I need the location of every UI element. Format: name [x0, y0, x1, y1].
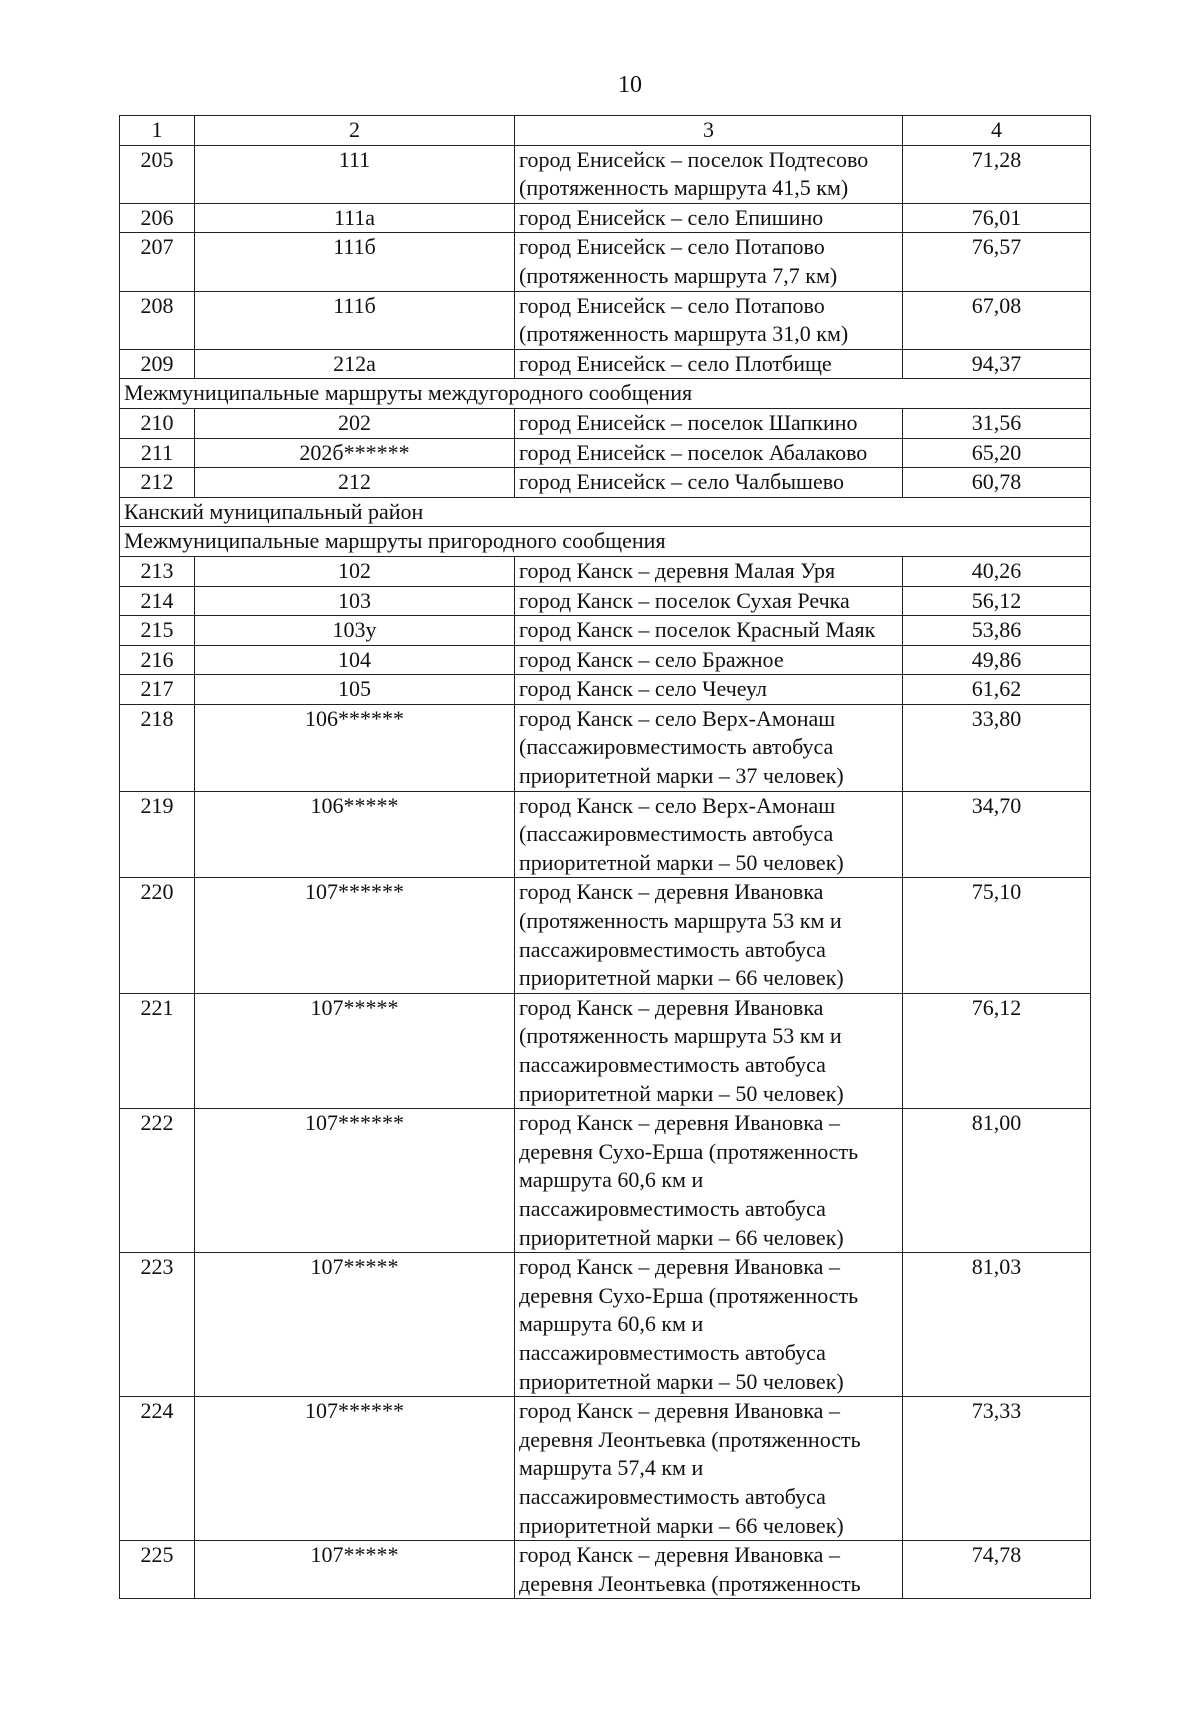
value-cell: 76,01 — [903, 203, 1091, 233]
value-cell: 71,28 — [903, 145, 1091, 203]
route-name-cell: город Канск – деревня Ивановка – деревня Леонтьевка (протяженность — [515, 1541, 903, 1599]
value-cell: 56,12 — [903, 586, 1091, 616]
route-name-cell: город Канск – деревня Ивановка (протяженность маршрута 53 км и пассажировместимость автобуса приоритетной марки – 66 человек) — [515, 878, 903, 993]
value-cell: 74,78 — [903, 1541, 1091, 1599]
table-row — [120, 704, 1091, 791]
section-title: Межмуниципальные маршруты междугородного сообщения — [120, 379, 1091, 409]
value-cell: 94,37 — [903, 349, 1091, 379]
value-cell: 34,70 — [903, 791, 1091, 878]
row-number-cell: 219 — [120, 791, 195, 878]
route-name-cell: город Канск – деревня Ивановка (протяженность маршрута 53 км и пассажировместимость автобуса приоритетной марки – 50 человек) — [515, 993, 903, 1108]
table-row — [120, 1109, 1091, 1253]
route-name-cell: город Канск – деревня Ивановка – деревня Сухо-Ерша (протяженность маршрута 60,6 км и пассажировместимость автобуса приоритетной марки – 66 человек) — [515, 1109, 903, 1253]
route-name-cell: город Канск – поселок Сухая Речка — [515, 586, 903, 616]
route-number-cell: 107***** — [195, 993, 515, 1108]
value-cell: 67,08 — [903, 291, 1091, 349]
route-number-cell: 102 — [195, 556, 515, 586]
route-name-cell: город Енисейск – село Епишино — [515, 203, 903, 233]
route-name-cell: город Канск – село Верх-Амонаш (пассажировместимость автобуса приоритетной марки – 37 человек) — [515, 704, 903, 791]
row-number-cell: 212 — [120, 468, 195, 498]
value-cell: 31,56 — [903, 408, 1091, 438]
table-row — [120, 1253, 1091, 1397]
value-cell: 73,33 — [903, 1397, 1091, 1541]
column-number-4: 4 — [903, 116, 1091, 146]
section-row — [120, 497, 1091, 527]
route-name-cell: город Канск – деревня Малая Уря — [515, 556, 903, 586]
route-number-cell: 105 — [195, 675, 515, 705]
route-number-cell: 107****** — [195, 1397, 515, 1541]
value-cell: 60,78 — [903, 468, 1091, 498]
row-number-cell: 224 — [120, 1397, 195, 1541]
table-row — [120, 145, 1091, 203]
table-row — [120, 1397, 1091, 1541]
route-name-cell: город Енисейск – поселок Шапкино — [515, 408, 903, 438]
table-row — [120, 791, 1091, 878]
value-cell: 76,57 — [903, 233, 1091, 291]
route-name-cell: город Енисейск – село Потапово (протяженность маршрута 7,7 км) — [515, 233, 903, 291]
value-cell: 53,86 — [903, 616, 1091, 646]
row-number-cell: 213 — [120, 556, 195, 586]
route-name-cell: город Канск – деревня Ивановка – деревня Леонтьевка (протяженность маршрута 57,4 км и пассажировместимость автобуса приоритетной марки – 66 человек) — [515, 1397, 903, 1541]
section-row — [120, 527, 1091, 557]
route-number-cell: 103у — [195, 616, 515, 646]
column-number-row — [120, 116, 1091, 146]
row-number-cell: 223 — [120, 1253, 195, 1397]
row-number-cell: 215 — [120, 616, 195, 646]
route-number-cell: 111б — [195, 233, 515, 291]
value-cell: 76,12 — [903, 993, 1091, 1108]
column-number-1: 1 — [120, 116, 195, 146]
value-cell: 61,62 — [903, 675, 1091, 705]
section-title: Межмуниципальные маршруты пригородного сообщения — [120, 527, 1091, 557]
value-cell: 40,26 — [903, 556, 1091, 586]
column-number-2: 2 — [195, 116, 515, 146]
section-row — [120, 379, 1091, 409]
row-number-cell: 221 — [120, 993, 195, 1108]
route-name-cell: город Енисейск – поселок Абалаково — [515, 438, 903, 468]
table-row — [120, 675, 1091, 705]
row-number-cell: 222 — [120, 1109, 195, 1253]
table-row — [120, 203, 1091, 233]
column-number-3: 3 — [515, 116, 903, 146]
row-number-cell: 225 — [120, 1541, 195, 1599]
table-row — [120, 1541, 1091, 1599]
route-number-cell: 104 — [195, 645, 515, 675]
route-number-cell: 106****** — [195, 704, 515, 791]
row-number-cell: 208 — [120, 291, 195, 349]
route-number-cell: 107****** — [195, 878, 515, 993]
route-name-cell: город Канск – село Бражное — [515, 645, 903, 675]
route-name-cell: город Канск – деревня Ивановка – деревня Сухо-Ерша (протяженность маршрута 60,6 км и пассажировместимость автобуса приоритетной марки – 50 человек) — [515, 1253, 903, 1397]
route-number-cell: 107****** — [195, 1109, 515, 1253]
row-number-cell: 207 — [120, 233, 195, 291]
table-row — [120, 878, 1091, 993]
route-number-cell: 111а — [195, 203, 515, 233]
table-row — [120, 645, 1091, 675]
row-number-cell: 210 — [120, 408, 195, 438]
route-number-cell: 212 — [195, 468, 515, 498]
row-number-cell: 216 — [120, 645, 195, 675]
route-name-cell: город Енисейск – село Плотбище — [515, 349, 903, 379]
route-name-cell: город Енисейск – село Чалбышево — [515, 468, 903, 498]
row-number-cell: 209 — [120, 349, 195, 379]
row-number-cell: 220 — [120, 878, 195, 993]
value-cell: 81,00 — [903, 1109, 1091, 1253]
row-number-cell: 217 — [120, 675, 195, 705]
value-cell: 33,80 — [903, 704, 1091, 791]
route-number-cell: 107***** — [195, 1541, 515, 1599]
table-row — [120, 349, 1091, 379]
row-number-cell: 205 — [120, 145, 195, 203]
route-number-cell: 202 — [195, 408, 515, 438]
value-cell: 65,20 — [903, 438, 1091, 468]
table-row — [120, 993, 1091, 1108]
route-name-cell: город Енисейск – село Потапово (протяженность маршрута 31,0 км) — [515, 291, 903, 349]
route-name-cell: город Канск – поселок Красный Маяк — [515, 616, 903, 646]
row-number-cell: 211 — [120, 438, 195, 468]
value-cell: 75,10 — [903, 878, 1091, 993]
table-row — [120, 556, 1091, 586]
table-row — [120, 616, 1091, 646]
route-number-cell: 106***** — [195, 791, 515, 878]
table-row — [120, 438, 1091, 468]
row-number-cell: 206 — [120, 203, 195, 233]
section-title: Канский муниципальный район — [120, 497, 1091, 527]
table-body — [120, 116, 1091, 1599]
page-number: 10 — [618, 72, 642, 98]
tariff-table — [119, 115, 1091, 1599]
route-number-cell: 212а — [195, 349, 515, 379]
row-number-cell: 214 — [120, 586, 195, 616]
route-name-cell: город Канск – село Чечеул — [515, 675, 903, 705]
value-cell: 49,86 — [903, 645, 1091, 675]
value-cell: 81,03 — [903, 1253, 1091, 1397]
route-number-cell: 111б — [195, 291, 515, 349]
table-row — [120, 233, 1091, 291]
table-row — [120, 468, 1091, 498]
table-row — [120, 291, 1091, 349]
route-number-cell: 202б****** — [195, 438, 515, 468]
row-number-cell: 218 — [120, 704, 195, 791]
route-number-cell: 103 — [195, 586, 515, 616]
table-row — [120, 586, 1091, 616]
table-row — [120, 408, 1091, 438]
route-number-cell: 111 — [195, 145, 515, 203]
route-name-cell: город Канск – село Верх-Амонаш (пассажировместимость автобуса приоритетной марки – 50 человек) — [515, 791, 903, 878]
route-number-cell: 107***** — [195, 1253, 515, 1397]
route-name-cell: город Енисейск – поселок Подтесово (протяженность маршрута 41,5 км) — [515, 145, 903, 203]
